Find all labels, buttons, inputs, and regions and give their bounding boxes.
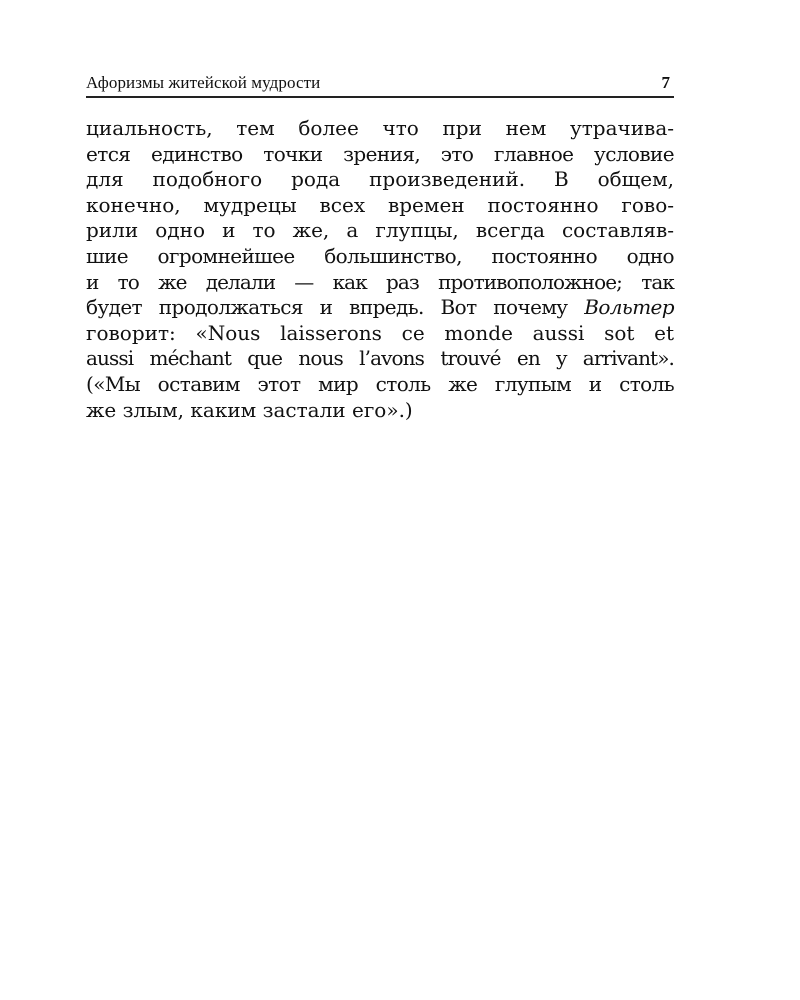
text-line-6: шие огромнейшее большинство, постоянно одно xyxy=(86,243,674,268)
text-line-9: говорит: «Nous laisserons ce monde aussi sot et xyxy=(86,320,674,345)
text-line-10: aussi méchant que nous l’avons trouvé en y arrivant». xyxy=(86,346,674,371)
running-title: Афоризмы житейской мудрости xyxy=(86,73,321,92)
text-line-8-prefix: будет продолжаться и впредь. Вот почему xyxy=(86,295,585,320)
text-line-1: циальность, тем более что при нем утрачива- xyxy=(86,116,674,140)
author-name-voltaire: Вольтер xyxy=(584,295,674,320)
text-line-2: ется единство точки зрения, это главное условие xyxy=(86,141,674,166)
running-head xyxy=(86,72,674,98)
text-line-12: же злым, каким застали его».) xyxy=(86,397,413,422)
text-line-5: рили одно и то же, а глупцы, всегда составляв- xyxy=(86,218,674,243)
text-line-11: («Мы оставим этот мир столь же глупым и столь xyxy=(86,371,674,396)
body-text xyxy=(86,116,674,423)
text-line-8 xyxy=(86,295,674,321)
page-number: 7 xyxy=(661,73,670,92)
text-line-4: конечно, мудрецы всех времен постоянно гово- xyxy=(86,192,674,217)
text-line-3: для подобного рода произведений. В общем, xyxy=(86,167,674,192)
book-page xyxy=(86,72,674,423)
text-line-7: и то же делали — как раз противоположное; так xyxy=(86,269,674,294)
